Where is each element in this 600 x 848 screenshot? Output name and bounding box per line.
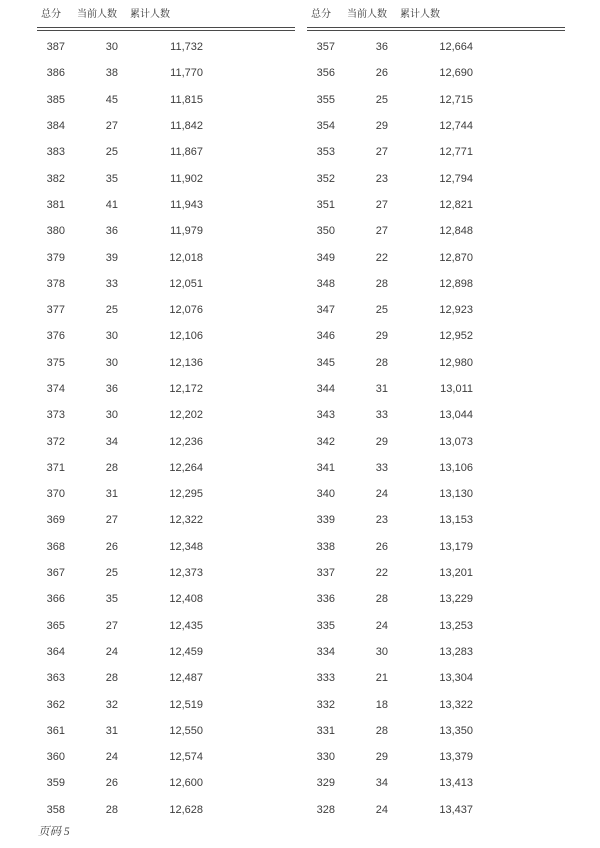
score-cell: 367 (46, 567, 65, 580)
score-cell: 376 (46, 330, 65, 343)
table-row (37, 34, 295, 60)
table-row (307, 691, 565, 717)
table-row (307, 376, 565, 402)
current-count-cell: 28 (375, 593, 388, 606)
table-row (307, 60, 565, 86)
current-count-cell: 36 (105, 383, 118, 395)
current-count-cell: 27 (105, 514, 118, 527)
cumulative-count-cell: 12,202 (169, 409, 203, 422)
current-count-cell: 35 (105, 593, 118, 606)
table-row (307, 192, 565, 218)
current-count-cell: 27 (375, 225, 388, 238)
current-count-cell: 29 (375, 435, 388, 448)
current-count-cell: 27 (105, 619, 118, 632)
current-count-cell: 35 (105, 172, 118, 185)
table-row (307, 534, 565, 560)
current-count-cell: 24 (375, 803, 388, 816)
header-double-rule (307, 27, 565, 31)
table-row (37, 192, 295, 218)
cumulative-count-cell: 13,304 (439, 672, 473, 685)
cumulative-count-cell: 13,073 (439, 435, 473, 448)
column-header-score: 总分 (41, 9, 61, 20)
table-row (37, 139, 295, 165)
cumulative-count-cell: 12,870 (439, 251, 473, 264)
current-count-cell: 26 (375, 67, 388, 80)
score-cell: 364 (46, 645, 65, 658)
cumulative-count-cell: 12,923 (439, 304, 473, 317)
table-row (37, 455, 295, 481)
cumulative-count-cell: 13,379 (439, 751, 473, 764)
cumulative-count-cell: 11,867 (170, 146, 203, 159)
table-row (307, 402, 565, 428)
table-row (37, 744, 295, 770)
cumulative-count-cell: 12,821 (439, 198, 473, 211)
cumulative-count-cell: 12,487 (169, 672, 203, 685)
current-count-cell: 18 (375, 698, 388, 711)
score-cell: 348 (316, 277, 335, 290)
current-count-cell: 23 (375, 172, 388, 185)
current-count-cell: 25 (375, 93, 388, 106)
score-cell: 334 (316, 645, 335, 658)
cumulative-count-cell: 12,848 (439, 225, 473, 238)
table-body (37, 34, 295, 823)
table-row (307, 744, 565, 770)
page-number: 页码 5 (38, 826, 70, 838)
table-row (37, 639, 295, 665)
current-count-cell: 45 (105, 93, 118, 106)
score-cell: 360 (46, 751, 65, 764)
score-cell: 345 (316, 356, 335, 369)
score-cell: 336 (316, 593, 335, 606)
current-count-cell: 28 (375, 277, 388, 290)
cumulative-count-cell: 13,437 (439, 803, 473, 816)
score-cell: 369 (46, 514, 65, 527)
cumulative-count-cell: 12,295 (169, 488, 203, 501)
score-cell: 372 (46, 435, 65, 448)
current-count-cell: 32 (105, 698, 118, 711)
table-row (37, 402, 295, 428)
score-cell: 361 (46, 724, 65, 737)
table-row (37, 560, 295, 586)
table-row (307, 797, 565, 823)
cumulative-count-cell: 12,690 (439, 67, 473, 80)
score-cell: 377 (46, 304, 65, 317)
table-row (307, 639, 565, 665)
column-header-score: 总分 (311, 9, 331, 20)
score-cell: 352 (316, 172, 335, 185)
cumulative-count-cell: 13,179 (439, 540, 473, 553)
current-count-cell: 28 (375, 724, 388, 737)
table-body (307, 34, 565, 823)
score-cell: 365 (46, 619, 65, 632)
current-count-cell: 26 (375, 540, 388, 553)
current-count-cell: 30 (105, 41, 118, 54)
table-row (37, 297, 295, 323)
current-count-cell: 30 (375, 645, 388, 658)
cumulative-count-cell: 12,574 (169, 751, 203, 764)
current-count-cell: 29 (375, 120, 388, 133)
score-cell: 374 (46, 383, 65, 395)
score-cell: 356 (316, 67, 335, 80)
current-count-cell: 25 (105, 304, 118, 317)
current-count-cell: 34 (105, 435, 118, 448)
score-cell: 368 (46, 540, 65, 553)
table-row (37, 60, 295, 86)
current-count-cell: 21 (375, 672, 388, 685)
table-header-row (37, 8, 295, 22)
cumulative-count-cell: 12,600 (169, 777, 203, 790)
table-row (307, 34, 565, 60)
score-table-right (307, 8, 565, 823)
score-cell: 330 (316, 751, 335, 764)
score-cell: 383 (46, 146, 65, 159)
cumulative-count-cell: 12,322 (169, 514, 203, 527)
cumulative-count-cell: 12,715 (439, 93, 473, 106)
table-header-row (307, 8, 565, 22)
current-count-cell: 36 (375, 41, 388, 54)
table-row (37, 271, 295, 297)
table-row (307, 428, 565, 454)
current-count-cell: 33 (375, 409, 388, 422)
current-count-cell: 38 (105, 67, 118, 80)
current-count-cell: 26 (105, 540, 118, 553)
cumulative-count-cell: 12,435 (169, 619, 203, 632)
current-count-cell: 36 (105, 225, 118, 238)
table-row (307, 323, 565, 349)
table-row (307, 113, 565, 139)
table-row (37, 718, 295, 744)
current-count-cell: 26 (105, 777, 118, 790)
current-count-cell: 25 (375, 304, 388, 317)
score-cell: 363 (46, 672, 65, 685)
cumulative-count-cell: 13,044 (439, 409, 473, 422)
table-row (307, 271, 565, 297)
cumulative-count-cell: 12,980 (439, 356, 473, 369)
table-row (37, 534, 295, 560)
score-cell: 331 (316, 724, 335, 737)
score-cell: 351 (316, 198, 335, 211)
cumulative-count-cell: 13,130 (439, 488, 473, 501)
cumulative-count-cell: 12,236 (169, 435, 203, 448)
cumulative-count-cell: 12,018 (169, 251, 203, 264)
cumulative-count-cell: 11,979 (170, 225, 203, 238)
current-count-cell: 24 (375, 619, 388, 632)
cumulative-count-cell: 11,842 (170, 120, 203, 133)
table-row (307, 481, 565, 507)
cumulative-count-cell: 12,408 (169, 593, 203, 606)
score-cell: 370 (46, 488, 65, 501)
current-count-cell: 30 (105, 409, 118, 422)
table-row (307, 665, 565, 691)
score-cell: 339 (316, 514, 335, 527)
score-cell: 328 (316, 803, 335, 816)
cumulative-count-cell: 12,898 (439, 277, 473, 290)
score-cell: 382 (46, 172, 65, 185)
table-row (37, 323, 295, 349)
table-row (37, 613, 295, 639)
table-row (37, 665, 295, 691)
score-cell: 344 (316, 383, 335, 395)
table-row (37, 218, 295, 244)
score-cell: 373 (46, 409, 65, 422)
cumulative-count-cell: 12,076 (169, 304, 203, 317)
current-count-cell: 24 (105, 751, 118, 764)
table-row (307, 350, 565, 376)
current-count-cell: 27 (375, 146, 388, 159)
current-count-cell: 23 (375, 514, 388, 527)
current-count-cell: 24 (375, 488, 388, 501)
cumulative-count-cell: 13,283 (439, 645, 473, 658)
current-count-cell: 24 (105, 645, 118, 658)
cumulative-count-cell: 12,550 (169, 724, 203, 737)
score-cell: 366 (46, 593, 65, 606)
current-count-cell: 34 (375, 777, 388, 790)
score-cell: 333 (316, 672, 335, 685)
current-count-cell: 30 (105, 356, 118, 369)
current-count-cell: 41 (105, 198, 118, 211)
current-count-cell: 30 (105, 330, 118, 343)
score-cell: 371 (46, 461, 65, 474)
cumulative-count-cell: 12,519 (169, 698, 203, 711)
score-cell: 359 (46, 777, 65, 790)
cumulative-count-cell: 11,815 (170, 93, 203, 106)
cumulative-count-cell: 13,153 (439, 514, 473, 527)
current-count-cell: 39 (105, 251, 118, 264)
score-cell: 386 (46, 67, 65, 80)
table-row (307, 770, 565, 796)
table-row (37, 691, 295, 717)
cumulative-count-cell: 13,253 (439, 619, 473, 632)
score-cell: 332 (316, 698, 335, 711)
cumulative-count-cell: 13,350 (439, 724, 473, 737)
score-cell: 380 (46, 225, 65, 238)
cumulative-count-cell: 12,744 (439, 120, 473, 133)
table-row (37, 376, 295, 402)
table-row (307, 560, 565, 586)
table-row (37, 244, 295, 270)
column-header-cumulative-count: 累计人数 (400, 9, 440, 20)
score-cell: 340 (316, 488, 335, 501)
score-cell: 342 (316, 435, 335, 448)
current-count-cell: 31 (105, 488, 118, 501)
table-row (37, 428, 295, 454)
score-cell: 341 (316, 461, 335, 474)
cumulative-count-cell: 11,770 (170, 67, 203, 80)
current-count-cell: 28 (105, 461, 118, 474)
column-header-current-count: 当前人数 (347, 9, 387, 20)
table-row (307, 244, 565, 270)
current-count-cell: 33 (105, 277, 118, 290)
score-cell: 379 (46, 251, 65, 264)
cumulative-count-cell: 12,136 (169, 356, 203, 369)
cumulative-count-cell: 12,628 (169, 803, 203, 816)
cumulative-count-cell: 12,373 (169, 567, 203, 580)
table-row (307, 87, 565, 113)
score-cell: 355 (316, 93, 335, 106)
current-count-cell: 29 (375, 751, 388, 764)
score-cell: 358 (46, 803, 65, 816)
score-cell: 381 (46, 198, 65, 211)
cumulative-count-cell: 13,413 (439, 777, 473, 790)
current-count-cell: 28 (105, 803, 118, 816)
cumulative-count-cell: 12,051 (169, 277, 203, 290)
cumulative-count-cell: 12,794 (439, 172, 473, 185)
score-cell: 375 (46, 356, 65, 369)
table-row (307, 718, 565, 744)
table-row (37, 770, 295, 796)
table-row (37, 113, 295, 139)
current-count-cell: 33 (375, 461, 388, 474)
current-count-cell: 28 (375, 356, 388, 369)
score-table-left (37, 8, 295, 823)
cumulative-count-cell: 12,172 (169, 383, 203, 395)
score-cell: 337 (316, 567, 335, 580)
score-cell: 385 (46, 93, 65, 106)
cumulative-count-cell: 12,459 (169, 645, 203, 658)
table-row (307, 507, 565, 533)
table-row (307, 297, 565, 323)
score-cell: 357 (316, 41, 335, 54)
current-count-cell: 27 (105, 120, 118, 133)
score-cell: 329 (316, 777, 335, 790)
table-row (307, 613, 565, 639)
score-cell: 384 (46, 120, 65, 133)
cumulative-count-cell: 11,943 (170, 198, 203, 211)
table-row (37, 797, 295, 823)
cumulative-count-cell: 12,106 (169, 330, 203, 343)
score-cell: 350 (316, 225, 335, 238)
cumulative-count-cell: 13,106 (439, 461, 473, 474)
score-cell: 353 (316, 146, 335, 159)
current-count-cell: 28 (105, 672, 118, 685)
score-cell: 343 (316, 409, 335, 422)
cumulative-count-cell: 13,201 (439, 567, 473, 580)
score-cell: 387 (46, 41, 65, 54)
score-cell: 362 (46, 698, 65, 711)
score-cell: 354 (316, 120, 335, 133)
current-count-cell: 22 (375, 251, 388, 264)
table-row (307, 139, 565, 165)
current-count-cell: 25 (105, 146, 118, 159)
header-double-rule (37, 27, 295, 31)
cumulative-count-cell: 12,664 (439, 41, 473, 54)
cumulative-count-cell: 12,348 (169, 540, 203, 553)
table-row (37, 481, 295, 507)
table-row (37, 507, 295, 533)
cumulative-count-cell: 12,771 (439, 146, 473, 159)
cumulative-count-cell: 12,952 (439, 330, 473, 343)
table-row (37, 586, 295, 612)
cumulative-count-cell: 13,011 (440, 383, 473, 395)
column-header-cumulative-count: 累计人数 (130, 9, 170, 20)
table-row (37, 165, 295, 191)
score-cell: 347 (316, 304, 335, 317)
score-cell: 346 (316, 330, 335, 343)
table-row (37, 350, 295, 376)
cumulative-count-cell: 11,902 (170, 172, 203, 185)
current-count-cell: 29 (375, 330, 388, 343)
cumulative-count-cell: 13,229 (439, 593, 473, 606)
cumulative-count-cell: 11,732 (170, 41, 203, 54)
column-header-current-count: 当前人数 (77, 9, 117, 20)
table-row (307, 165, 565, 191)
current-count-cell: 27 (375, 198, 388, 211)
table-row (307, 586, 565, 612)
cumulative-count-cell: 12,264 (169, 461, 203, 474)
current-count-cell: 31 (105, 724, 118, 737)
table-row (307, 455, 565, 481)
table-row (37, 87, 295, 113)
current-count-cell: 31 (375, 383, 388, 395)
score-cell: 335 (316, 619, 335, 632)
current-count-cell: 22 (375, 567, 388, 580)
score-cell: 378 (46, 277, 65, 290)
score-cell: 349 (316, 251, 335, 264)
score-cell: 338 (316, 540, 335, 553)
cumulative-count-cell: 13,322 (439, 698, 473, 711)
table-row (307, 218, 565, 244)
current-count-cell: 25 (105, 567, 118, 580)
